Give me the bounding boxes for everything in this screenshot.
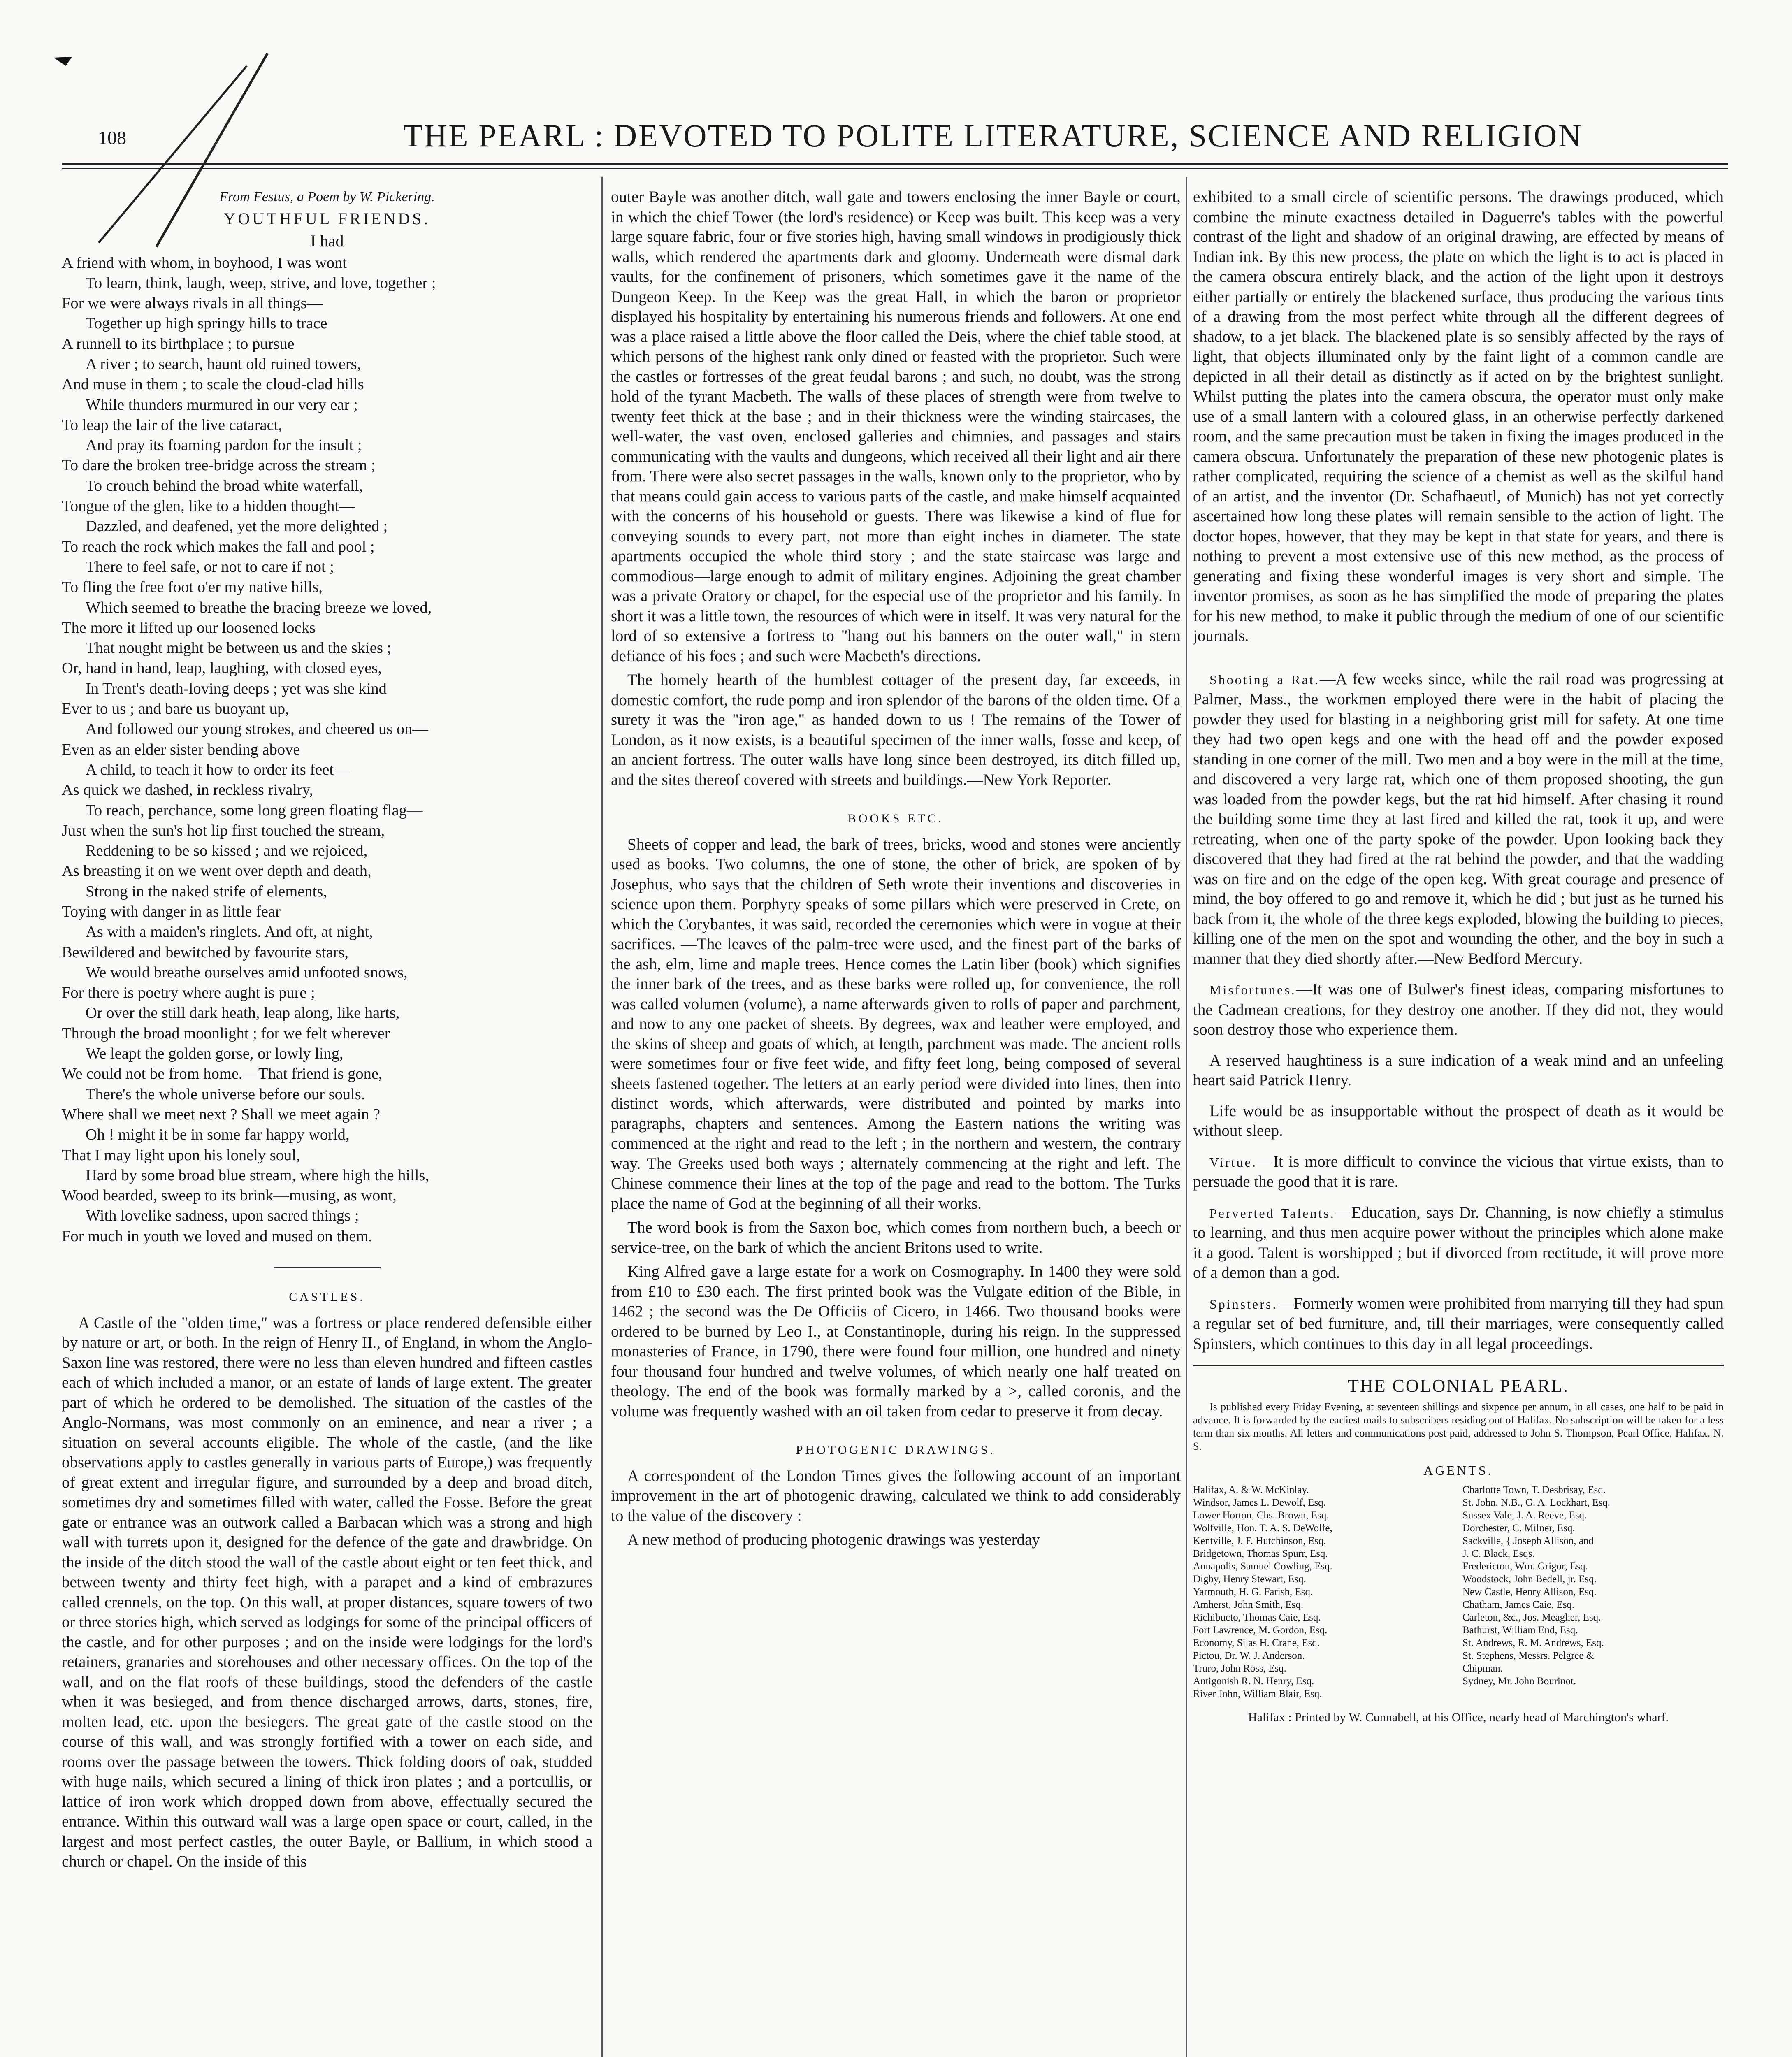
agent-entry: Amherst, John Smith, Esq.	[1193, 1599, 1304, 1610]
poem-line: There to feel safe, or not to care if not ;	[86, 558, 334, 576]
poem-line: In Trent's death-loving deeps ; yet was she kind	[86, 680, 387, 697]
news-item-text: —Formerly women were prohibited from marrying till they had spun a regular set of bed furniture, and, till their marriages, were consequently called Spinsters, which continues to this day in all legal proceedings.	[1193, 1294, 1724, 1353]
poem-line: Which seemed to breathe the bracing breeze we loved,	[86, 599, 432, 616]
poem-line: Dazzled, and deafened, yet the more delighted ;	[86, 518, 388, 535]
poem-line: Just when the sun's hot lip first touched the stream,	[62, 822, 385, 839]
section-divider	[274, 1267, 381, 1268]
poem-line: Oh ! might it be in some far happy world,	[86, 1126, 350, 1144]
colonial-pearl-title: THE COLONIAL PEARL.	[1347, 1376, 1569, 1396]
books-title: BOOKS ETC.	[847, 812, 944, 825]
poem-line: Where shall we meet next ? Shall we meet again ?	[62, 1105, 380, 1123]
agent-entry: Fredericton, Wm. Grigor, Esq.	[1462, 1561, 1588, 1572]
agent-entry: Sydney, Mr. John Bourinot.	[1462, 1676, 1576, 1687]
poem-line: We could not be from home.—That friend is gone,	[62, 1065, 383, 1083]
poem-title: YOUTHFUL FRIENDS.	[223, 209, 431, 228]
agent-entry: Woodstock, John Bedell, jr. Esq.	[1462, 1574, 1597, 1585]
agent-entry: Sussex Vale, J. A. Reeve, Esq.	[1462, 1510, 1587, 1521]
agent-entry: Economy, Silas H. Crane, Esq.	[1193, 1637, 1320, 1648]
agent-entry: Richibucto, Thomas Caie, Esq.	[1193, 1612, 1321, 1623]
column-left	[62, 187, 592, 1876]
poem-line: We leapt the golden gorse, or lowly ling,	[86, 1045, 344, 1063]
agent-entry: Bridgetown, Thomas Spurr, Esq.	[1193, 1548, 1328, 1559]
news-item-text: —It is more difficult to convince the vicious that virtue exists, than to persuade the good that it is rare.	[1193, 1152, 1724, 1191]
castles-paragraph: A Castle of the "olden time," was a fortress or place rendered defensible either by nature or art, or both. In the reign of Henry II., of England, in whom the Anglo-Saxon line was restored, there were no less than eleven hundred and fifteen castles each of which included a manor, or an estate of lands of large extent. The greater part of which he ordered to be demolished. The situation of the castles of the Anglo-Normans, was most commonly on an eminence, and near a river ; a situation on several accounts eligible. The whole of the castle, (and the like observations apply to castles generally in various parts of Europe,) was frequently of great extent and irregular figure, and surrounded by a deep and broad ditch, sometimes dry and sometimes filled with water, called the Fosse. Before the great gate or entrance was an outwork called a Barbacan which was a strong and high wall with turrets upon it, designed for the defence of the gate and drawbridge. On the inside of the ditch stood the wall of the castle about eight or ten feet thick, and between twenty and thirty feet high, with a parapet and a kind of embrazures called crennels, on the top. On this wall, at proper distances, square towers of two or three stories high, which served as lodgings for some of the principal officers of the castle, and for other purposes ; and on the inside were lodgings for the lord's retainers, granaries and storehouses and other necessary offices. On the top of the wall, and on the flat roofs of these buildings, stood the defenders of the castle when it was besieged, and from thence discharged arrows, darts, stones, fire, molten lead, etc. upon the besiegers. The great gate of the castle stood on the course of this wall, and was strongly fortified with a tower on each side, and rooms over the passage between the towers. Thick folding doors of oak, studded with huge nails, which secured a lining of thick iron plates ; and a portcullis, or lattice of iron work which dropped down from above, effectually secured the entrance. Within this outward wall was a large open space or court, called, in the largest and most perfect castles, the outer Bayle, or Ballium, in which stood a church or chapel. On the inside of this	[62, 1314, 592, 1871]
agent-entry: Truro, John Ross, Esq.	[1193, 1663, 1286, 1674]
poem-line: And pray its foaming pardon for the insult ;	[86, 436, 362, 454]
news-item-text: —A few weeks since, while the rail road was progressing at Palmer, Mass., the workmen employed there were in the habit of placing the powder they used for blasting in a neighboring grist mill for safety. At one time they had two open kegs and one with the head off and the powder exposed standing in one corner of the mill. Two men and a boy were in the mill at the time, and discovered a very large rat, which one of them proposed shooting, the gun was loaded from the powder kegs, but the rat hid himself. After chasing it round the building some time they at last fired and killed the rat, took it up, and were retreating, when one of the party spoke of the powder. Upon looking back they discovered that they had fired at the rat behind the powder, and that the wadding was on fire and on the edge of the open keg. With great courage and presence of mind, the boy offered to go and remove it, which he did ; but just as he turned his back from it, the whole of the three kegs exploded, blowing the building to pieces, killing one of the men on the spot and wounding the other, and the boy in such a manner that they died shortly after.—New Bedford Mercury.	[1193, 670, 1724, 968]
poem-line: A friend with whom, in boyhood, I was wont	[62, 254, 347, 272]
poem-line: Reddening to be so kissed ; and we rejoiced,	[86, 842, 368, 860]
news-item	[1193, 1152, 1724, 1192]
agent-entry: Bathurst, William End, Esq.	[1462, 1625, 1578, 1636]
books-paragraph: King Alfred gave a large estate for a work on Cosmography. In 1400 they were sold from £10 to £30 each. The first printed book was the Vulgate edition of the Bible, in 1462 ; the second was the De Officiis of Cicero, in 1466. Two thousand books were ordered to be burned by Leo I., at Constantinople, during his reign. In the suppressed monasteries of France, in 1790, there were found four million, one hundred and ninety four thousand four hundred and twelve volumes, of which nearly one half treated on theology. The end of the book was formally marked by a >, called coronis, and the volume was frequently washed with an oil taken from cedar to preserve it from decay.	[611, 1263, 1181, 1420]
poem-line: For we were always rivals in all things—	[62, 295, 323, 312]
agent-entry: Kentville, J. F. Hutchinson, Esq.	[1193, 1535, 1326, 1546]
agent-entry: Antigonish R. N. Henry, Esq.	[1193, 1676, 1314, 1687]
agent-entry: Pictou, Dr. W. J. Anderson.	[1193, 1650, 1305, 1661]
poem-line: Together up high springy hills to trace	[86, 315, 327, 332]
poem-line: That I may light upon his lonely soul,	[62, 1146, 300, 1164]
agent-entry: St. Andrews, R. M. Andrews, Esq.	[1462, 1637, 1604, 1648]
poem-line: As breasting it on we went over depth and death,	[62, 862, 371, 880]
colonial-pearl-terms: Is published every Friday Evening, at seventeen shillings and sixpence per annum, in all cases, one half to be paid in advance. It is forwarded by the earliest mails to subscribers residing out of Halifax. No subscription will be taken for a less term than six months. All letters and communications post paid, addressed to John S. Thompson, Pearl Office, Halifax. N. S.	[1193, 1400, 1724, 1452]
agent-entry: River John, William Blair, Esq.	[1193, 1688, 1322, 1699]
photogenic-continued-paragraph: exhibited to a small circle of scientific persons. The drawings produced, which combine the minute exactness detailed in Daguerre's tables with the powerful contrast of the light and shadow of an original drawing, are effected by means of Indian ink. By this new process, the plate on which the light is to act is placed in the camera obscura entirely black, and the action of the light upon it destroys either partially or entirely the blackened surface, thus producing the various tints of a drawing from the most perfect white through all the different degrees of shadow, to a jet black. The blackened plate is so sensibly affected by the rays of light, that objects illuminated only by the faint light of a common candle are depicted in all their detail as distinctly as if acted on by the brightest sunlight. Whilst putting the plates into the camera obscura, the operator must only make use of a small lantern with a coloured glass, in an otherwise perfectly darkened room, and the same precaution must be taken in fixing the images produced in the camera obscura. Unfortunately the preparation of these new photogenic plates is rather complicated, requiring the science of a chemist as well as the skilful hand of an artist, and the inventor (Dr. Schafhaeutl, of Munich) has not yet correctly ascertained how long these plates will remain sensible to the action of light. The doctor hopes, however, that they may be kept in that state for years, and there is nothing to prevent a most extensive use of this new method, as the process of generating and fixing these wonderful images is very short and simple. The inventor promises, as soon as he has simplified the mode of preparing the plates for his new method, to make it public through the medium of one of our scientific journals.	[1193, 188, 1724, 645]
news-item-text: A reserved haughtiness is a sure indication of a weak mind and an unfeeling heart said Patrick Henry.	[1193, 1051, 1724, 1089]
poem-line: Tongue of the glen, like to a hidden thought—	[62, 497, 355, 515]
poem-line: To dare the broken tree-bridge across the stream ;	[62, 457, 376, 474]
printer-imprint: Halifax : Printed by W. Cunnabell, at his Office, nearly head of Marchington's wharf.	[1248, 1711, 1669, 1724]
masthead-title: THE PEARL : DEVOTED TO POLITE LITERATURE, SCIENCE AND RELIGION	[403, 118, 1583, 153]
agent-entry: Chatham, James Caie, Esq.	[1462, 1599, 1575, 1610]
poem-line: Ever to us ; and bare us buoyant up,	[62, 700, 289, 718]
castles-title: CASTLES.	[289, 1290, 365, 1304]
agents-left-column	[1193, 1484, 1454, 1700]
agent-entry: Carleton, &c., Jos. Meagher, Esq.	[1462, 1612, 1601, 1623]
agent-entry: Charlotte Town, T. Desbrisay, Esq.	[1462, 1484, 1606, 1495]
poem-line: Bewildered and bewitched by favourite stars,	[62, 943, 349, 961]
news-item	[1193, 1101, 1724, 1141]
news-item-text: Life would be as insupportable without the prospect of death as it would be without sleep.	[1193, 1102, 1724, 1140]
poem-line: Toying with danger in as little fear	[62, 903, 281, 920]
agent-entry: Chipman.	[1462, 1663, 1503, 1674]
news-item-lead: Misfortunes.	[1209, 982, 1296, 997]
news-item-text: —Education, says Dr. Channing, is now chiefly a stimulus to learning, and thus men acquire power without the principles which alone make it a good. Talent is worshipped ; but if divorced from rectitude, it will prove more of a demon than a god.	[1193, 1203, 1724, 1282]
page-number: 108	[98, 127, 126, 148]
agent-entry: Windsor, James L. Dewolf, Esq.	[1193, 1497, 1326, 1508]
agents-title: AGENTS.	[1423, 1463, 1493, 1478]
poem-line: To crouch behind the broad white waterfall,	[86, 477, 363, 495]
agent-entry: New Castle, Henry Allison, Esq.	[1462, 1586, 1597, 1597]
poem-line: With lovelike sadness, upon sacred things ;	[86, 1207, 359, 1225]
castles-continued-paragraph: outer Bayle was another ditch, wall gate and towers enclosing the inner Bayle or court, in which the chief Tower (the lord's residence) or Keep was built. This keep was a very large square fabric, four or five stories high, having small windows in prodigiously thick walls, which rendered the apartments dark and gloomy. Underneath were dismal dark vaults, for the confinement of prisoners, which sometimes gave it the name of the Dungeon Keep. In the Keep was the great Hall, in which the baron or proprietor displayed his hospitality by entertaining his numerous friends and followers. At one end was a place raised a little above the floor called the Deis, where the chief table stood, at which persons of the highest rank only dined or feasted with the proprietor. Such were the castles or fortresses of the great feudal barons ; and such, no doubt, was the strong hold of the tyrant Macbeth. The walls of these places of strength were from twelve to twenty feet thick at the base ; and in their thickness were the winding staircases, the well-water, the vast oven, enclosed galleries and chimnies, and passages and stairs communicating with the vaults and dungeons, which received all their light and air there from. There were also secret passages in the walls, known only to the proprietor, who by that means could gain access to various parts of the castle, and make himself acquainted with the concerns of his household or guests. There was likewise a kind of flue for conveying sounds to every part, not more than eight inches in diameter. The state apartments occupied the whole third story ; and the state staircase was large and commodious—large enough to admit of military engines. Adjoining the great chamber was a private Oratory or chapel, for the especial use of the proprietor and his family. In short it was a little town, the resources of which were in itself. It was very natural for the lord of so extensive a fortress to "hang out his banners on the outer wall," in stern defiance of his foes ; and such were Macbeth's directions.	[611, 188, 1181, 665]
photogenic-paragraph: A correspondent of the London Times gives the following account of an important improvement in the art of photogenic drawing, calculated we think to add considerably to the value of the discovery :	[611, 1467, 1181, 1525]
agent-entry: J. C. Black, Esqs.	[1462, 1548, 1535, 1559]
poem-line: Even as an elder sister bending above	[62, 741, 300, 758]
news-item-lead: Shooting a Rat.	[1209, 672, 1320, 687]
poem-line: The more it lifted up our loosened locks	[62, 619, 316, 636]
agent-entry: Sackville, { Joseph Allison, and	[1462, 1535, 1594, 1546]
books-paragraph: The word book is from the Saxon boc, which comes from northern buch, a beech or service-tree, on the bark of which the ancient Britons used to write.	[611, 1219, 1181, 1256]
poem-line: As with a maiden's ringlets. And oft, at night,	[86, 923, 373, 941]
poem-line: A child, to teach it how to order its feet—	[86, 761, 350, 778]
poem-line: As quick we dashed, in reckless rivalry,	[62, 781, 313, 799]
poem-line: We would breathe ourselves amid unfooted snows,	[86, 963, 408, 981]
agent-entry: Yarmouth, H. G. Farish, Esq.	[1193, 1586, 1313, 1597]
news-item	[1193, 980, 1724, 1040]
poem-body	[62, 253, 592, 1247]
agent-entry: St. John, N.B., G. A. Lockhart, Esq.	[1462, 1497, 1611, 1508]
news-item-lead: Virtue.	[1209, 1154, 1257, 1170]
poem-line: A river ; to search, haunt old ruined towers,	[86, 355, 361, 373]
news-item	[1193, 1051, 1724, 1091]
agents-list	[1193, 1484, 1724, 1700]
short-items	[1193, 669, 1724, 1354]
poem-line: To reach, perchance, some long green floating flag—	[86, 801, 423, 819]
agent-entry: St. Stephens, Messrs. Pelgree &	[1462, 1650, 1595, 1661]
poem-line: That nought might be between us and the skies ;	[86, 639, 392, 657]
poem-line: And muse in them ; to scale the cloud-clad hills	[62, 376, 364, 393]
poem-line: To fling the free foot o'er my native hills,	[62, 578, 323, 596]
photogenic-paragraph: A new method of producing photogenic drawings was yesterday	[627, 1531, 1040, 1549]
colonial-rule	[1193, 1365, 1724, 1366]
poem-line: Or over the still dark heath, leap along, like harts,	[86, 1004, 400, 1022]
poem-line: For there is poetry where aught is pure ;	[62, 984, 315, 1002]
agent-entry: Halifax, A. & W. McKinlay.	[1193, 1484, 1309, 1495]
poem-line: To reach the rock which makes the fall and pool ;	[62, 538, 375, 555]
header-rule-thin	[62, 168, 1728, 169]
poem-line: Strong in the naked strife of elements,	[86, 882, 327, 900]
news-item-lead: Perverted Talents.	[1209, 1205, 1335, 1221]
column-middle	[611, 187, 1181, 1554]
poem-line: There's the whole universe before our souls.	[86, 1085, 365, 1103]
photogenic-title: PHOTOGENIC DRAWINGS.	[796, 1443, 996, 1457]
news-item	[1193, 1294, 1724, 1354]
agent-entry: Digby, Henry Stewart, Esq.	[1193, 1574, 1306, 1585]
agent-entry: Wolfville, Hon. T. A. S. DeWolfe,	[1193, 1523, 1332, 1534]
poem-line: To learn, think, laugh, weep, strive, and love, together ;	[86, 274, 436, 292]
poem-line: Through the broad moonlight ; for we felt wherever	[62, 1024, 390, 1042]
agent-entry: Dorchester, C. Milner, Esq.	[1462, 1523, 1575, 1534]
books-paragraph: Sheets of copper and lead, the bark of trees, bricks, wood and stones were anciently used as books. Two columns, the one of stone, the other of brick, are spoken of by Josephus, who says that the children of Seth wrote their inventions and discoveries in science upon them. Porphyry speaks of some pillars which were preserved in Crete, on which the Corybantes, it was said, recorded the ceremonies which were in vogue at their sacrifices. —The leaves of the palm-tree were used, and the finest part of the barks of the ash, elm, lime and maple trees. Hence comes the Latin liber (book) which signifies the inner bark of the trees, and as these barks were rolled up, for convenience, the roll was called volumen (volume), a name afterwards given to rolls of paper and parchment, and now to any one packet of sheets. By degrees, wax and leather were employed, and the skins of sheep and goats of which, at length, parchment was made. The ancient rolls were sometimes four or five feet wide, and fifty feet long, being composed of several sheets fastened together. The letters at an early period were divided into lines, then into distinct words, which afterwards, were distributed and pointed by marks into paragraphs, chapters and sentences. Among the Eastern nations the writing was commenced at the right and read to the left ; in the northern and western, the contrary way. The Greeks used both ways ; alternately commencing at the right and left. The Chinese commence their lines at the top of the page and read to the bottom. The Turks place the name of God at the beginning of all their works.	[611, 835, 1181, 1212]
poem-line: To leap the lair of the live cataract,	[62, 416, 283, 434]
header-rule	[62, 163, 1728, 165]
poem-line: Wood bearded, sweep to its brink—musing, as wont,	[62, 1187, 397, 1205]
poem-line: Hard by some broad blue stream, where high the hills,	[86, 1166, 429, 1184]
poem-line: Or, hand in hand, leap, laughing, with closed eyes,	[62, 659, 382, 677]
column-right	[1193, 187, 1724, 1728]
news-item	[1193, 1203, 1724, 1283]
column-divider-1	[601, 177, 603, 2057]
news-item-lead: Spinsters.	[1209, 1296, 1278, 1312]
poem-line: A runnell to its birthplace ; to pursue	[62, 335, 295, 353]
poem-source: From Festus, a Poem by W. Pickering.	[219, 189, 435, 204]
agent-entry: Lower Horton, Chs. Brown, Esq.	[1193, 1510, 1329, 1521]
agent-entry: Annapolis, Samuel Cowling, Esq.	[1193, 1561, 1332, 1572]
poem-line: And followed our young strokes, and cheered us on—	[86, 720, 428, 738]
castles-closing-paragraph: The homely hearth of the humblest cottager of the present day, far exceeds, in domestic comfort, the rude pomp and iron splendor of the barons of the olden time. Of a surety it was the "iron age," as handed down to us ! The remains of the Tower of London, as it now exists, is a beautiful specimen of the inner walls, fosse and keep, of an ancient fortress. The outer walls have long since been destroyed, its ditch filled up, and the sites thereof covered with streets and buildings.—New York Reporter.	[611, 671, 1181, 789]
poem-opening: I had	[310, 232, 344, 250]
poem-line: For much in youth we loved and mused on them.	[62, 1227, 372, 1245]
column-divider-2	[1186, 177, 1187, 2057]
news-item	[1193, 669, 1724, 969]
agent-entry: Fort Lawrence, M. Gordon, Esq.	[1193, 1625, 1328, 1636]
poem-line: While thunders murmured in our very ear ;	[86, 396, 358, 413]
news-item-text: —It was one of Bulwer's finest ideas, comparing misfortunes to the Cadmean creations, for they destroy one another. If they did not, they would soon destroy those who experience them.	[1193, 980, 1724, 1038]
agents-right-column	[1462, 1484, 1724, 1700]
